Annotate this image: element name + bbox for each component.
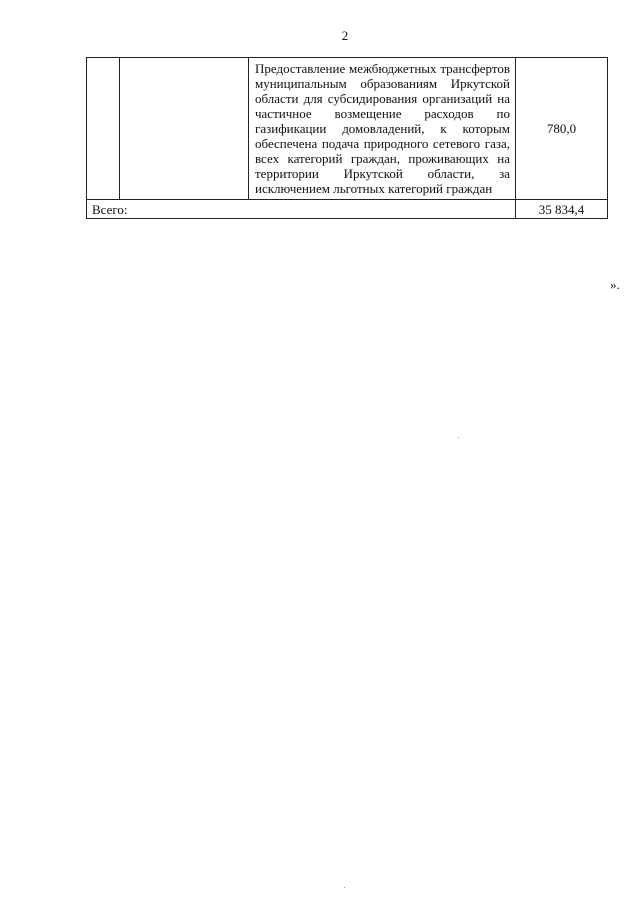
description-cell: Предоставление межбюджетных трансфертов муниципальным образованиям Иркутской области для субсидирования организаций на частичное возмещение расходов по газификации домовладений, к которым обеспечена подача природного сетевого газа, всех категорий граждан, проживающих на территории Иркутской области, за исключением льготных категорий граждан <box>249 58 516 200</box>
scan-speck <box>458 437 459 438</box>
budget-table <box>86 57 608 219</box>
scan-speck <box>344 887 345 888</box>
page-number: 2 <box>341 28 349 43</box>
total-label: Всего: <box>87 200 516 219</box>
total-row <box>87 200 608 219</box>
amount-cell: 780,0 <box>516 58 608 200</box>
closing-quote-mark: ». <box>610 277 620 292</box>
total-amount: 35 834,4 <box>516 200 608 219</box>
row-number-cell <box>87 58 120 200</box>
code-cell <box>120 58 249 200</box>
table-row <box>87 58 608 200</box>
